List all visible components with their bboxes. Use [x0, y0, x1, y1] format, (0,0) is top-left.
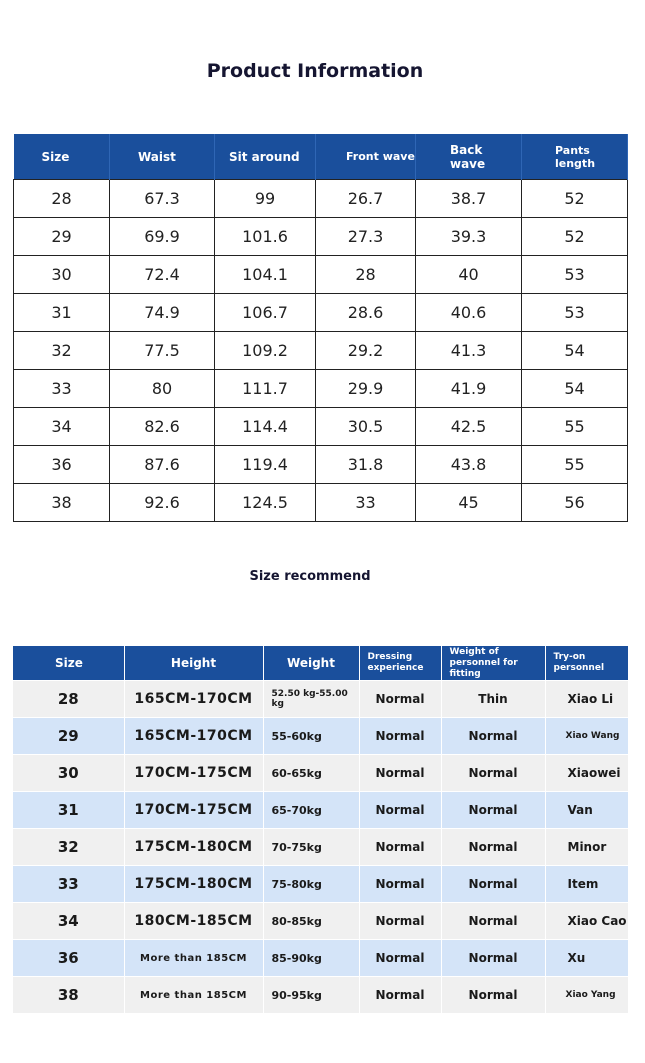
table-cell: 92.6 — [110, 484, 215, 522]
table-cell: 26.7 — [316, 180, 416, 218]
table-row — [13, 977, 628, 1014]
table-cell: Normal — [359, 718, 441, 755]
table-cell: 28 — [316, 256, 416, 294]
header-height: Height — [124, 646, 263, 681]
table-cell: 80 — [110, 370, 215, 408]
table-cell: Normal — [441, 718, 545, 755]
table-cell: 111.7 — [215, 370, 316, 408]
table-cell: 52.50 kg-55.00 kg — [263, 681, 359, 718]
table-row — [14, 332, 628, 370]
table-cell: 165CM-170CM — [124, 718, 263, 755]
header-front-wave: Front wave — [316, 134, 416, 180]
table-cell: Normal — [359, 940, 441, 977]
table-cell: 56 — [522, 484, 628, 522]
table-cell: 38 — [14, 484, 110, 522]
table-cell: 180CM-185CM — [124, 903, 263, 940]
size-recommend-table — [13, 646, 629, 1013]
table-cell: 28 — [14, 180, 110, 218]
table-cell: 82.6 — [110, 408, 215, 446]
table-cell: 40.6 — [416, 294, 522, 332]
table-cell: 104.1 — [215, 256, 316, 294]
table-cell: 70-75kg — [263, 829, 359, 866]
table-cell: Normal — [441, 977, 545, 1014]
table-cell: 67.3 — [110, 180, 215, 218]
table-cell: 87.6 — [110, 446, 215, 484]
table-cell: 106.7 — [215, 294, 316, 332]
table-cell: 31.8 — [316, 446, 416, 484]
table-cell: Normal — [359, 792, 441, 829]
table-cell: 33 — [316, 484, 416, 522]
section-subtitle: Size recommend — [249, 569, 371, 584]
table-cell: 90-95kg — [263, 977, 359, 1014]
table-cell: Normal — [441, 829, 545, 866]
table-row — [13, 940, 628, 977]
table-row — [14, 484, 628, 522]
table-cell: Xiao Cao — [545, 903, 628, 940]
header-weight: Weight — [263, 646, 359, 681]
header-back-wave: Back wave — [416, 134, 522, 180]
table-header-row — [14, 134, 628, 180]
table-cell: Normal — [441, 903, 545, 940]
table-cell: 52 — [522, 218, 628, 256]
table-cell: Normal — [359, 977, 441, 1014]
table-row — [14, 180, 628, 218]
table-row — [14, 370, 628, 408]
table-cell: Normal — [359, 755, 441, 792]
table-cell: 29 — [13, 718, 124, 755]
table-cell: 54 — [522, 370, 628, 408]
table-row — [14, 446, 628, 484]
table-cell: Thin — [441, 681, 545, 718]
table-cell: 101.6 — [215, 218, 316, 256]
table-row — [13, 681, 628, 718]
table-row — [13, 866, 628, 903]
header-sit-around: Sit around — [215, 134, 316, 180]
table-row — [13, 755, 628, 792]
table-cell: Xiao Li — [545, 681, 628, 718]
table-cell: 29 — [14, 218, 110, 256]
table-cell: 85-90kg — [263, 940, 359, 977]
table-cell: Xiao Wang — [545, 718, 628, 755]
table-cell: Normal — [359, 829, 441, 866]
table-cell: 119.4 — [215, 446, 316, 484]
table-cell: 43.8 — [416, 446, 522, 484]
table-cell: 55 — [522, 446, 628, 484]
table-cell: 69.9 — [110, 218, 215, 256]
table-row — [14, 294, 628, 332]
table-cell: 55-60kg — [263, 718, 359, 755]
table-row — [13, 718, 628, 755]
table-cell: Normal — [359, 903, 441, 940]
header-waist: Waist — [110, 134, 215, 180]
table-cell: 32 — [13, 829, 124, 866]
table-cell: Xiao Yang — [545, 977, 628, 1014]
table-row — [13, 829, 628, 866]
header-size: Size — [13, 646, 124, 681]
table-cell: Van — [545, 792, 628, 829]
table-row — [13, 792, 628, 829]
table-cell: 124.5 — [215, 484, 316, 522]
table-cell: 45 — [416, 484, 522, 522]
header-weight-of-personnel: Weight of personnel for fitting — [441, 646, 545, 681]
table-cell: 40 — [416, 256, 522, 294]
table-cell: More than 185CM — [124, 977, 263, 1014]
table-cell: 52 — [522, 180, 628, 218]
header-size: Size — [14, 134, 110, 180]
table-cell: Normal — [441, 866, 545, 903]
table-cell: 30.5 — [316, 408, 416, 446]
table-cell: 36 — [14, 446, 110, 484]
table-cell: 29.9 — [316, 370, 416, 408]
table-cell: 30 — [13, 755, 124, 792]
product-information-table — [13, 134, 628, 522]
table-cell: 72.4 — [110, 256, 215, 294]
table-cell: 39.3 — [416, 218, 522, 256]
table-row — [14, 218, 628, 256]
table-cell: 33 — [13, 866, 124, 903]
header-pants-length: Pants length — [522, 134, 628, 180]
table-row — [14, 408, 628, 446]
table-cell: 54 — [522, 332, 628, 370]
table-cell: 53 — [522, 294, 628, 332]
table-cell: 27.3 — [316, 218, 416, 256]
table-cell: 65-70kg — [263, 792, 359, 829]
table-cell: 60-65kg — [263, 755, 359, 792]
table-cell: 29.2 — [316, 332, 416, 370]
table-cell: Normal — [359, 681, 441, 718]
table-cell: 38 — [13, 977, 124, 1014]
table-cell: Xu — [545, 940, 628, 977]
header-try-on-personnel: Try-on personnel — [545, 646, 628, 681]
table-cell: 53 — [522, 256, 628, 294]
page-title: Product Information — [206, 60, 424, 82]
table-cell: Minor — [545, 829, 628, 866]
table-cell: 175CM-180CM — [124, 829, 263, 866]
table-cell: Item — [545, 866, 628, 903]
table-cell: 28 — [13, 681, 124, 718]
table-cell: 175CM-180CM — [124, 866, 263, 903]
table-cell: 28.6 — [316, 294, 416, 332]
table-cell: 36 — [13, 940, 124, 977]
table-cell: More than 185CM — [124, 940, 263, 977]
header-dressing-experience: Dressing experience — [359, 646, 441, 681]
table-cell: Normal — [359, 866, 441, 903]
table-cell: 34 — [14, 408, 110, 446]
table-row — [14, 256, 628, 294]
table-header-row — [13, 646, 628, 681]
table-cell: 80-85kg — [263, 903, 359, 940]
table-cell: 31 — [14, 294, 110, 332]
table-cell: Normal — [441, 940, 545, 977]
table-cell: Xiaowei — [545, 755, 628, 792]
table-cell: 32 — [14, 332, 110, 370]
table-cell: 42.5 — [416, 408, 522, 446]
table-row — [13, 903, 628, 940]
table-cell: 74.9 — [110, 294, 215, 332]
table-cell: 114.4 — [215, 408, 316, 446]
table-cell: 75-80kg — [263, 866, 359, 903]
table-cell: Normal — [441, 755, 545, 792]
table-cell: 30 — [14, 256, 110, 294]
table-cell: 170CM-175CM — [124, 755, 263, 792]
table-cell: 55 — [522, 408, 628, 446]
table-cell: 38.7 — [416, 180, 522, 218]
table-cell: 34 — [13, 903, 124, 940]
table-cell: 170CM-175CM — [124, 792, 263, 829]
table-cell: 77.5 — [110, 332, 215, 370]
table-cell: Normal — [441, 792, 545, 829]
table-cell: 31 — [13, 792, 124, 829]
table-cell: 41.9 — [416, 370, 522, 408]
table-cell: 99 — [215, 180, 316, 218]
table-cell: 41.3 — [416, 332, 522, 370]
table-cell: 33 — [14, 370, 110, 408]
table-cell: 165CM-170CM — [124, 681, 263, 718]
table-cell: 109.2 — [215, 332, 316, 370]
